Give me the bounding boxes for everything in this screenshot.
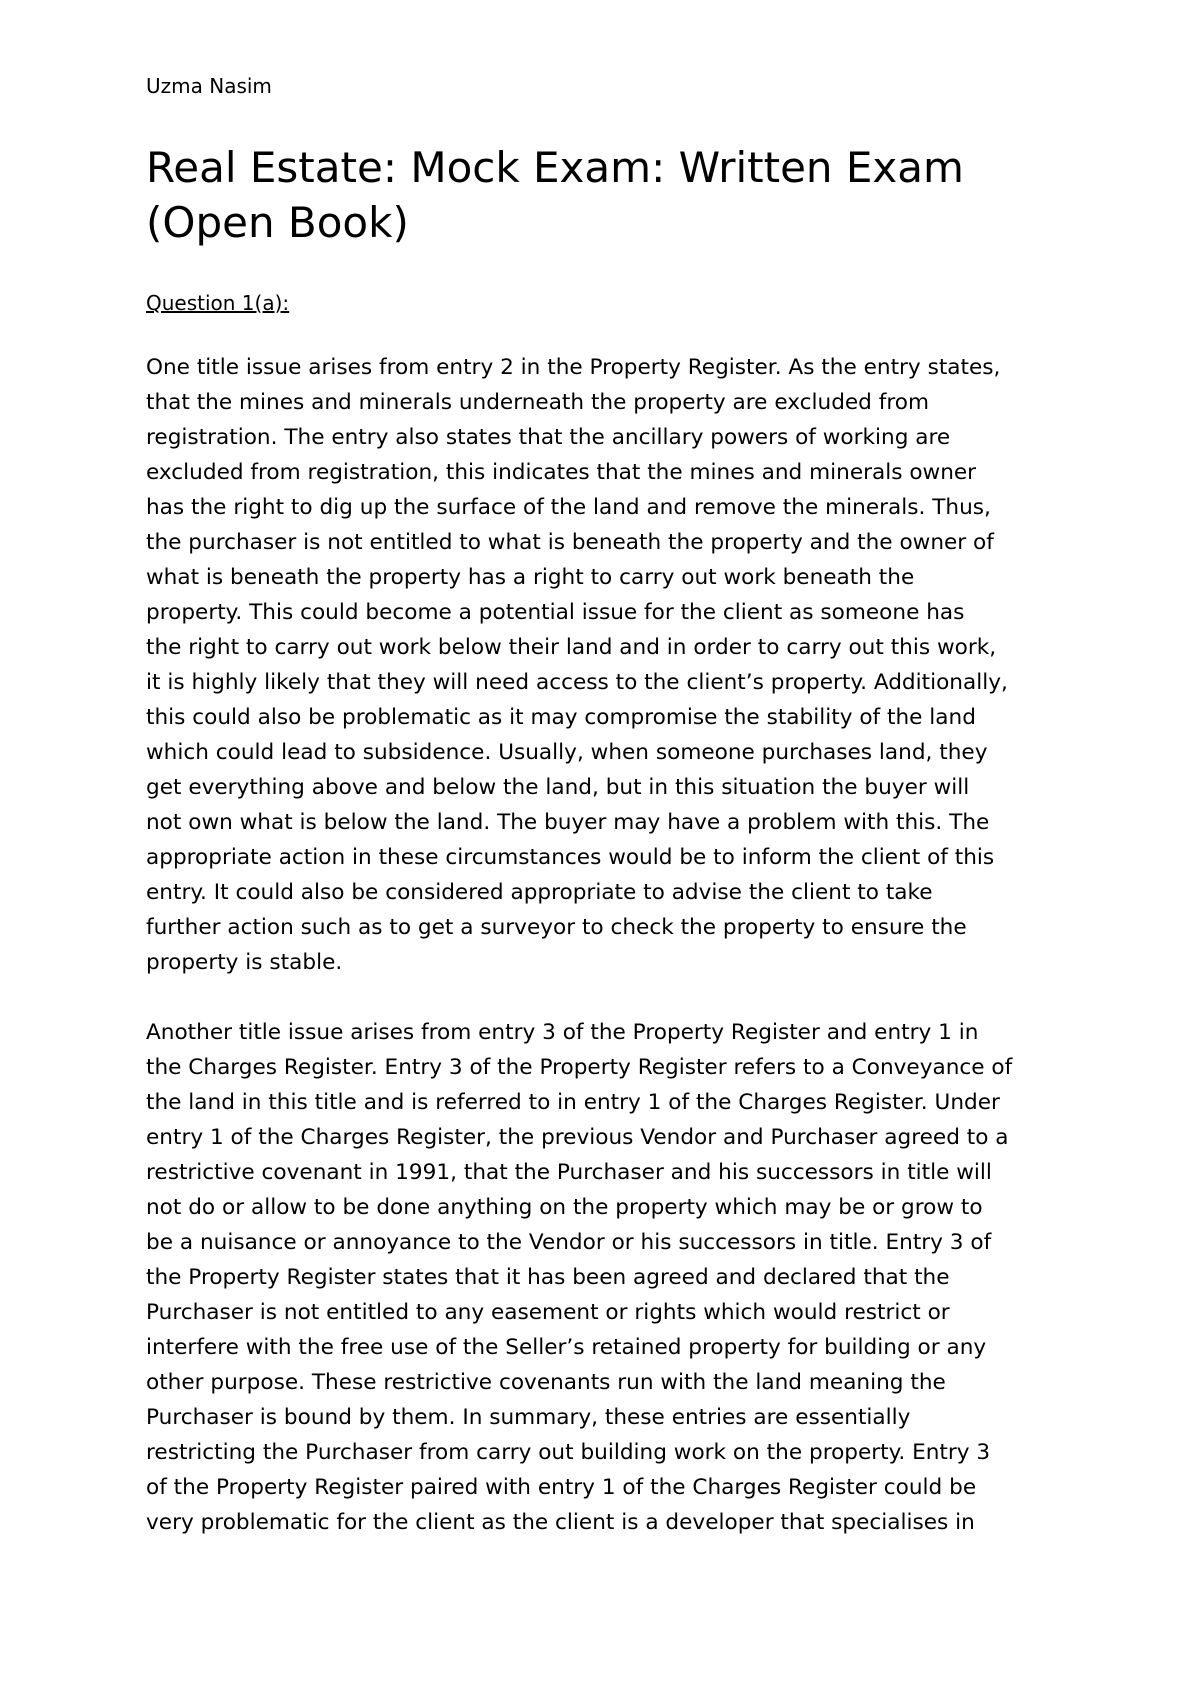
document-content xyxy=(146,72,1086,1540)
paragraph-line: Another title issue arises from entry 3 of the Property Register and entry 1 in xyxy=(146,1020,979,1045)
paragraph-line: be a nuisance or annoyance to the Vendor or his successors in title. Entry 3 of xyxy=(146,1230,992,1255)
paragraph-line: get everything above and below the land, but in this situation the buyer will xyxy=(146,775,970,800)
paragraph-line: registration. The entry also states that the ancillary powers of working are xyxy=(146,425,951,450)
paragraph-line: further action such as to get a surveyor to check the property to ensure the xyxy=(146,915,967,940)
paragraph-line: Purchaser is not entitled to any easement or rights which would restrict or xyxy=(146,1300,950,1325)
paragraph-line: it is highly likely that they will need access to the client’s property. Additionally, xyxy=(146,670,1008,695)
answer-body xyxy=(146,350,1086,1540)
paragraph-line: restrictive covenant in 1991, that the Purchaser and his successors in title will xyxy=(146,1160,992,1185)
paragraph-line: property. This could become a potential issue for the client as someone has xyxy=(146,600,965,625)
paragraph-line: the Charges Register. Entry 3 of the Property Register refers to a Conveyance of xyxy=(146,1055,1013,1080)
paragraph-line: of the Property Register paired with entry 1 of the Charges Register could be xyxy=(146,1475,977,1500)
paragraph-line: this could also be problematic as it may compromise the stability of the land xyxy=(146,705,976,730)
paragraph-line: the land in this title and is referred to in entry 1 of the Charges Register. Under xyxy=(146,1090,1000,1115)
paragraph-line: Purchaser is bound by them. In summary, these entries are essentially xyxy=(146,1405,911,1430)
paragraph-line: restricting the Purchaser from carry out building work on the property. Entry 3 xyxy=(146,1440,991,1465)
paragraph-line: the purchaser is not entitled to what is beneath the property and the owner of xyxy=(146,530,994,555)
paragraph-line: the right to carry out work below their land and in order to carry out this work, xyxy=(146,635,997,660)
paragraph-line: what is beneath the property has a right to carry out work beneath the xyxy=(146,565,915,590)
author-name: Uzma Nasim xyxy=(146,74,272,98)
paragraph-line: excluded from registration, this indicates that the mines and minerals owner xyxy=(146,460,977,485)
paragraph-line: One title issue arises from entry 2 in the Property Register. As the entry states, xyxy=(146,355,1001,380)
paragraph xyxy=(146,1015,1086,1540)
paragraph-line: which could lead to subsidence. Usually, when someone purchases land, they xyxy=(146,740,988,765)
paragraph-line: property is stable. xyxy=(146,950,343,975)
paragraph-line: not do or allow to be done anything on the property which may be or grow to xyxy=(146,1195,983,1220)
paragraph-line: entry. It could also be considered appropriate to advise the client to take xyxy=(146,880,933,905)
paragraph-line: has the right to dig up the surface of the land and remove the minerals. Thus, xyxy=(146,495,991,520)
paragraph-line: the Property Register states that it has been agreed and declared that the xyxy=(146,1265,950,1290)
paragraph-line: that the mines and minerals underneath the property are excluded from xyxy=(146,390,930,415)
document-title xyxy=(146,140,1086,250)
paragraph-line: entry 1 of the Charges Register, the previous Vendor and Purchaser agreed to a xyxy=(146,1125,1009,1150)
paragraph-line: very problematic for the client as the client is a developer that specialises in xyxy=(146,1510,975,1535)
title-line-1: Real Estate: Mock Exam: Written Exam xyxy=(146,143,964,192)
title-line-2: (Open Book) xyxy=(146,198,409,247)
question-heading: Question 1(a): xyxy=(146,291,290,315)
paragraph-line: interfere with the free use of the Seller’s retained property for building or any xyxy=(146,1335,987,1360)
paragraph-line: appropriate action in these circumstances would be to inform the client of this xyxy=(146,845,995,870)
paragraph-line: other purpose. These restrictive covenants run with the land meaning the xyxy=(146,1370,946,1395)
paragraph-line: not own what is below the land. The buyer may have a problem with this. The xyxy=(146,810,990,835)
paragraph xyxy=(146,350,1086,980)
